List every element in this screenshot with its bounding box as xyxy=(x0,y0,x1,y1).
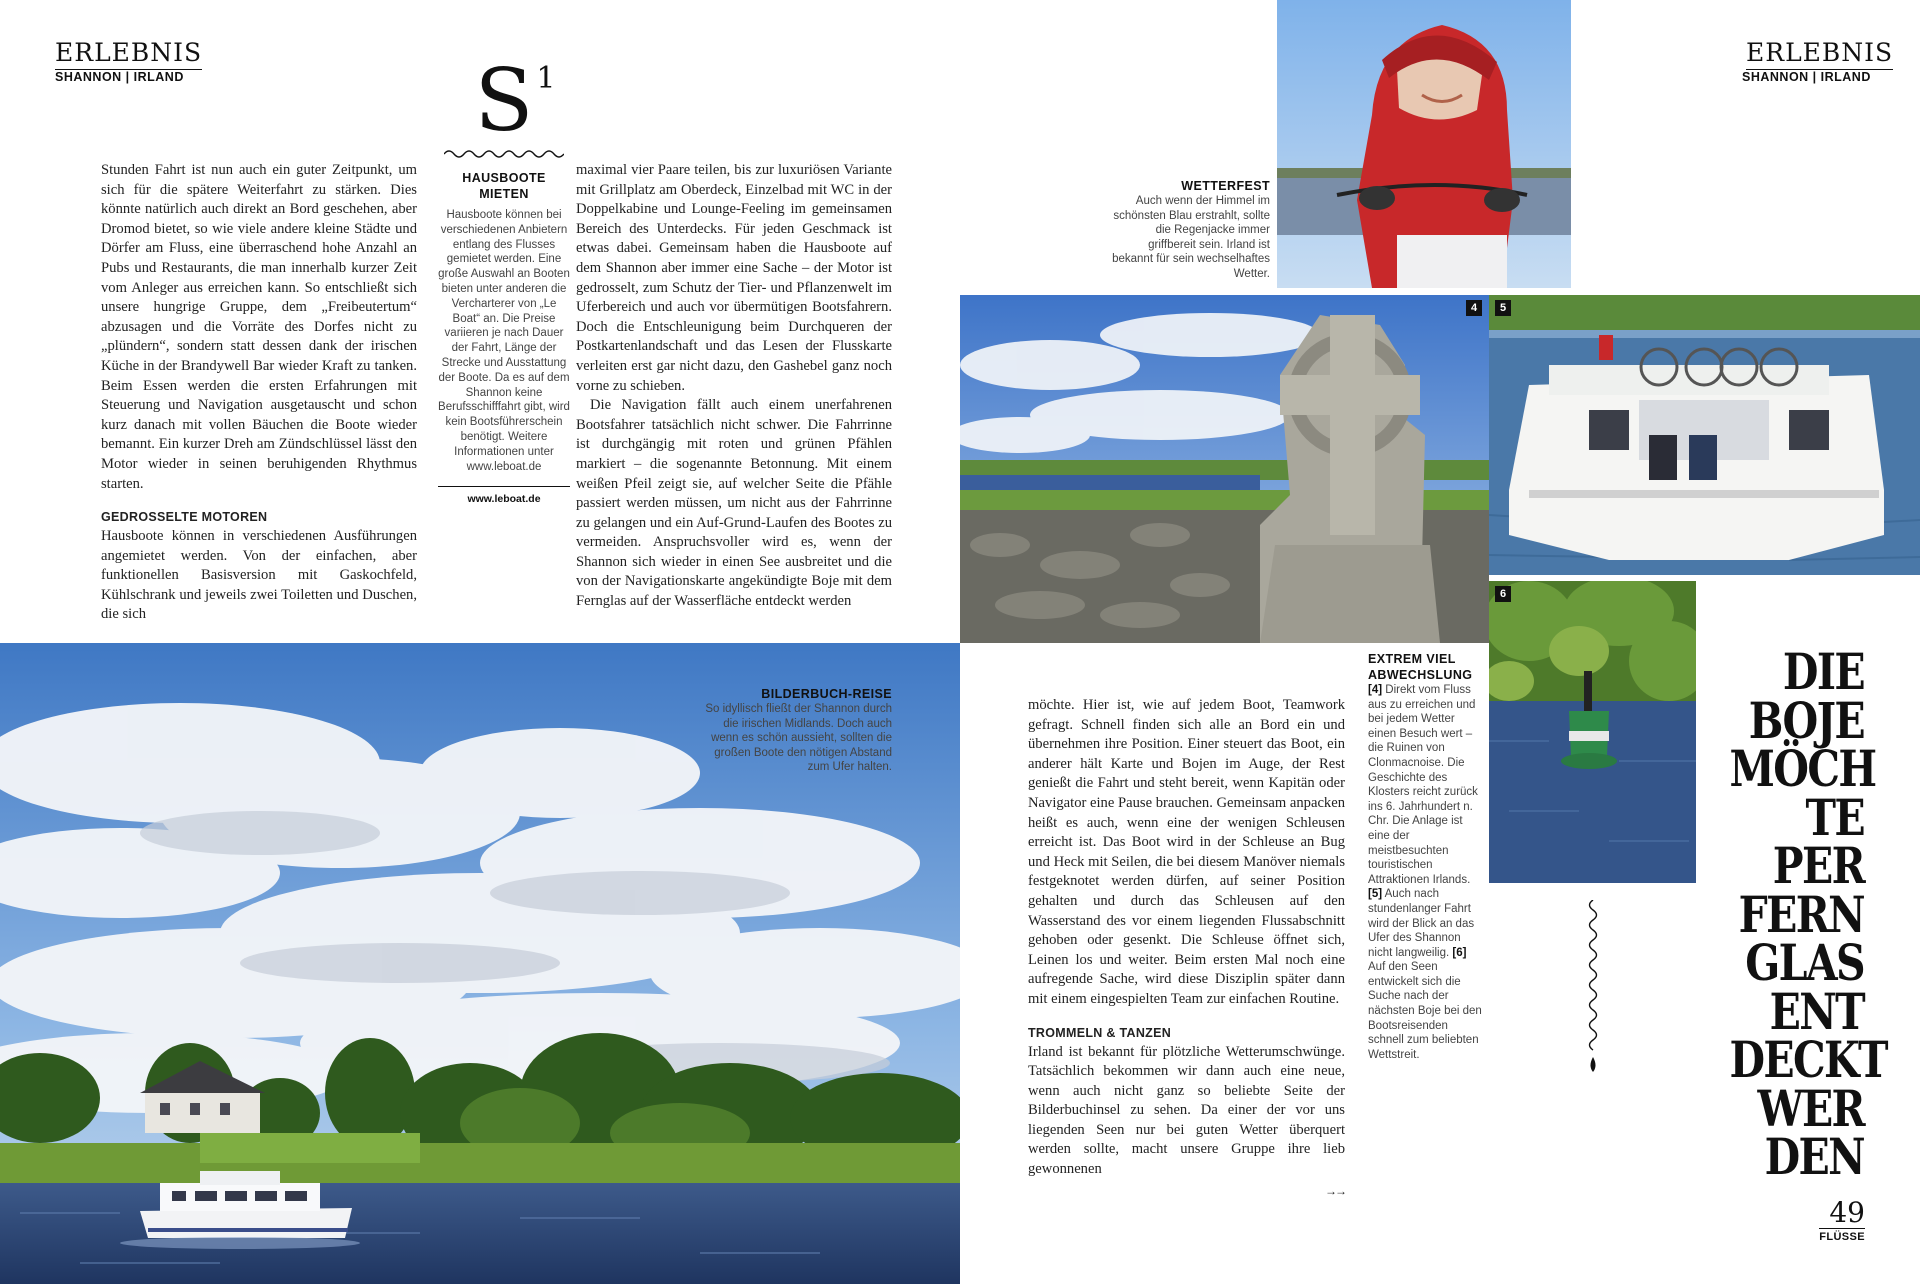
caption-wetterfest xyxy=(1110,178,1270,282)
photo-houseboat-crew xyxy=(1489,295,1920,575)
wave-drop-icon xyxy=(1586,900,1600,1075)
caption-text xyxy=(1368,683,1482,1062)
box-initial xyxy=(474,51,556,151)
caption-title: EXTREM VIEL ABWECHSLUNG xyxy=(1368,652,1473,682)
caption-text: So idyllisch fließt der Shannon durch die irischen Midlands. Doch auch wenn es schön aussieht, sollten die großen Boote den nötigen Abstand zum Ufer halten. xyxy=(705,703,892,774)
quote-line: DECKT xyxy=(1729,1030,1887,1089)
caption-bilderbuch xyxy=(700,686,892,775)
section-sub-left: SHANNON | IRLAND xyxy=(55,70,184,84)
ref-4: [4] xyxy=(1368,684,1383,696)
quote-line: WER xyxy=(1757,1078,1864,1138)
page-label: FLÜSSE xyxy=(1819,1231,1865,1243)
photo-woman-red-jacket xyxy=(1277,0,1571,288)
section-kicker-left: ERLEBNIS xyxy=(55,38,202,70)
section-sub-right: SHANNON | IRLAND xyxy=(1742,70,1871,84)
paragraph: Irland ist bekannt für plötzliche Wetterumschwünge. Tatsächlich bekommen wir dann auch eine neue, wenn auch nicht ganz so beliebte Seite der Bilderbuchinsel zu sehen. Da einer der vor uns liegenden Seen nur bei guten Wetter überquert werden sollte, macht unsere Gruppe ihre lieb gewonnenen xyxy=(1028,1043,1345,1178)
box-number: 1 xyxy=(536,61,556,96)
box-title: HAUSBOOTE MIETEN xyxy=(462,171,546,201)
paragraph: Hausboote können in verschiedenen Ausführungen angemietet werden. Von der einfachen, aber funktionellen Basisversion mit Gaskochfeld, Kühlschrank und jeweils zwei Toiletten und Duschen, die sich xyxy=(101,528,417,623)
body-column-1 xyxy=(101,161,417,625)
photo-number-5: 5 xyxy=(1495,300,1511,316)
quote-line: GLAS xyxy=(1745,933,1864,992)
photo-number-6: 6 xyxy=(1495,586,1511,602)
photo-celtic-cross-clonmacnoise xyxy=(960,295,1489,643)
subheading: TROMMELN & TANZEN xyxy=(1028,1025,1172,1040)
subheading: GEDROSSELTE MOTOREN xyxy=(101,510,268,525)
paragraph: maximal vier Paare teilen, bis zur luxuriösen Variante mit Grillplatz am Oberdeck, Einzelbad mit WC in der Doppelkabine und Lounge-Feeling im gemeinsamen Bereich des Unterdecks. Für jeden Geschmack ist etwas dabei. Gemeinsam haben die Hausboote auf dem Shannon aber immer eine Sache – der Motor ist gedrosselt, zum Schutz der Tier- und Pflanzenwelt im Uferbereich und auch vor übermütigen Bootsfahrern. Doch die Entschleunigung beim Durchqueren der Postkartenlandschaft und das Lesen der Flusskarte verleiten erst gar nicht dazu, den Gashebel ganz noch vorne zu schieben. xyxy=(576,162,892,394)
paragraph: Stunden Fahrt ist nun auch ein guter Zeitpunkt, um sich für die spätere Weiterfahrt zu stärken. Dies könnte natürlich auch direkt an Bord geschehen, aber Dromod bietet, so wie viele andere kleine Städte und Dörfer am Fluss, eine überraschend hohe Anzahl an Pubs und Restaurants, die man innerhalb kurzer Zeit vom Anleger aus erreichen kann. So entschließt sich unsere hungrige Gruppe, dem „Freibeutertum“ abzusagen und die Vorräte des Dorfes nicht zu „plündern“, sondern statt dessen dank der irischen Küche in der Brandywell Bar wieder Kraft zu tanken. Beim Essen werden die ersten Erfahrungen mit Steuerung und Navigation ausgetauscht und schon kurz danach mit vollen Bäuchen die Boote wieder bemannt. Ein kurzer Dreh am Zündschlüssel lässt den Motor wieder in seinen beruhigenden Rhythmus starten. xyxy=(101,162,417,492)
ref-4-text: Direkt vom Fluss aus zu erreichen und bei jedem Wetter einen Besuch wert – die Ruinen von Clonmacnoise. Die Geschichte des Klosters reicht zurück ins 6. Jahrhundert n. Chr. Die Anlage ist eine der meistbesuchten touristischen Attraktionen Irlands. xyxy=(1368,684,1478,886)
quote-line: DIE xyxy=(1782,642,1864,701)
caption-title: WETTERFEST xyxy=(1181,179,1270,193)
ref-5-text: Auch nach stundenlanger Fahrt wird der Blick an das Ufer des Shannon nicht langweilig. xyxy=(1368,888,1475,959)
quote-line: TE xyxy=(1805,787,1864,847)
quote-line: FERN xyxy=(1738,884,1864,944)
section-kicker-right: ERLEBNIS xyxy=(1746,38,1893,70)
continue-arrow-icon: →→ xyxy=(1325,1183,1345,1198)
caption-text: Auch wenn der Himmel im schönsten Blau erstrahlt, sollte die Regenjacke immer griffbereit sein. Irland ist bekannt für sein wechselhaftes Wetter. xyxy=(1112,195,1270,280)
page-number: 49 xyxy=(1819,1198,1865,1229)
quote-line: BOJE xyxy=(1748,690,1864,750)
quote-line: DEN xyxy=(1764,1127,1864,1186)
ref-6-text: Auf den Seen entwickelt sich die Suche nach der nächsten Boje bei den Bootsreisenden schnell zum beliebten Wettstreit. xyxy=(1368,961,1482,1061)
paragraph: Die Navigation fällt auch einem unerfahrenen Bootsfahrer tatsächlich nicht schwer. Die Fahrrinne ist durchgängig mit roten und grünen Pfählen markiert – die sogenannte Betonnung. Mit einem weißen Pfeil zeigt sie, auf welcher Seite die Pfähle passiert werden müssen, um nicht aus der Fahrrinne zu gelangen und ein Auf-Grund-Laufen des Bootes zu vermeiden. Anspruchsvoller wird es, wenn der Shannon sich wieder in einen See ausbreitet und die von der Navigationskarte angekündigte Boje mit dem Fernglas auf der Wasserfläche entdeckt werden xyxy=(576,397,892,610)
ref-5: [5] xyxy=(1368,888,1383,901)
info-box-hausboote xyxy=(438,51,570,506)
quote-line: ENT xyxy=(1769,981,1864,1041)
page-number-block xyxy=(1819,1198,1865,1243)
caption-extrem-viel-abwechslung xyxy=(1368,651,1482,1062)
ref-6: [6] xyxy=(1452,946,1467,959)
paragraph: möchte. Hier ist, wie auf jedem Boot, Teamwork gefragt. Schnell finden sich alle an Bord ein und übernehmen ihre Position. Einer steuert das Boot, ein anderer hält Karte und Bojen im Auge, der Rest genießt die Fahrt und steht bereit, wenn Kapitän oder Navigator eine Pause brauchen. Gemeinsam anpacken heißt es auch, wenn eine der wenigen Schleusen erreicht ist. Das Boot wird in der Schleuse an Bug und Heck mit Seilen, die bei diesem Manöver niemals festgeknotet werden dürfen, auf seiner Position gehalten und durch das Schleusen auf den Wasserstand des vor einem liegenden Flussabschnitt gehoben oder gesenkt. Die Schleuse öffnet sich, Leinen los und weiter. Beim ersten Mal noch eine aufregende Sache, wird diese Disziplin später dann mit einem eingespielten Team zur einfachen Routine. xyxy=(1028,697,1345,1007)
caption-title: BILDERBUCH-REISE xyxy=(761,687,892,701)
pull-quote xyxy=(1729,642,1887,1186)
body-column-3 xyxy=(1028,696,1345,1201)
box-link[interactable]: www.leboat.de xyxy=(438,486,570,505)
photo-number-4: 4 xyxy=(1466,300,1482,316)
quote-line: MÖCH xyxy=(1729,739,1876,798)
photo-green-buoy xyxy=(1489,581,1696,883)
box-text: Hausboote können bei verschiedenen Anbietern entlang des Flusses gemietet werden. Eine große Auswahl an Booten bieten unter anderen die Vercharterer von „Le Boat“ an. Die Preise variieren je nach Dauer der Fahrt, Länge der Strecke und Ausstattung der Boote. Da es auf dem Shannon keine Berufsschifffahrt gibt, wird kein Bootsführerschein benötigt. Weitere Informationen unter www.leboat.de xyxy=(438,209,570,473)
quote-line: PER xyxy=(1772,836,1864,895)
box-letter: S xyxy=(474,51,534,151)
body-column-2 xyxy=(576,161,892,612)
